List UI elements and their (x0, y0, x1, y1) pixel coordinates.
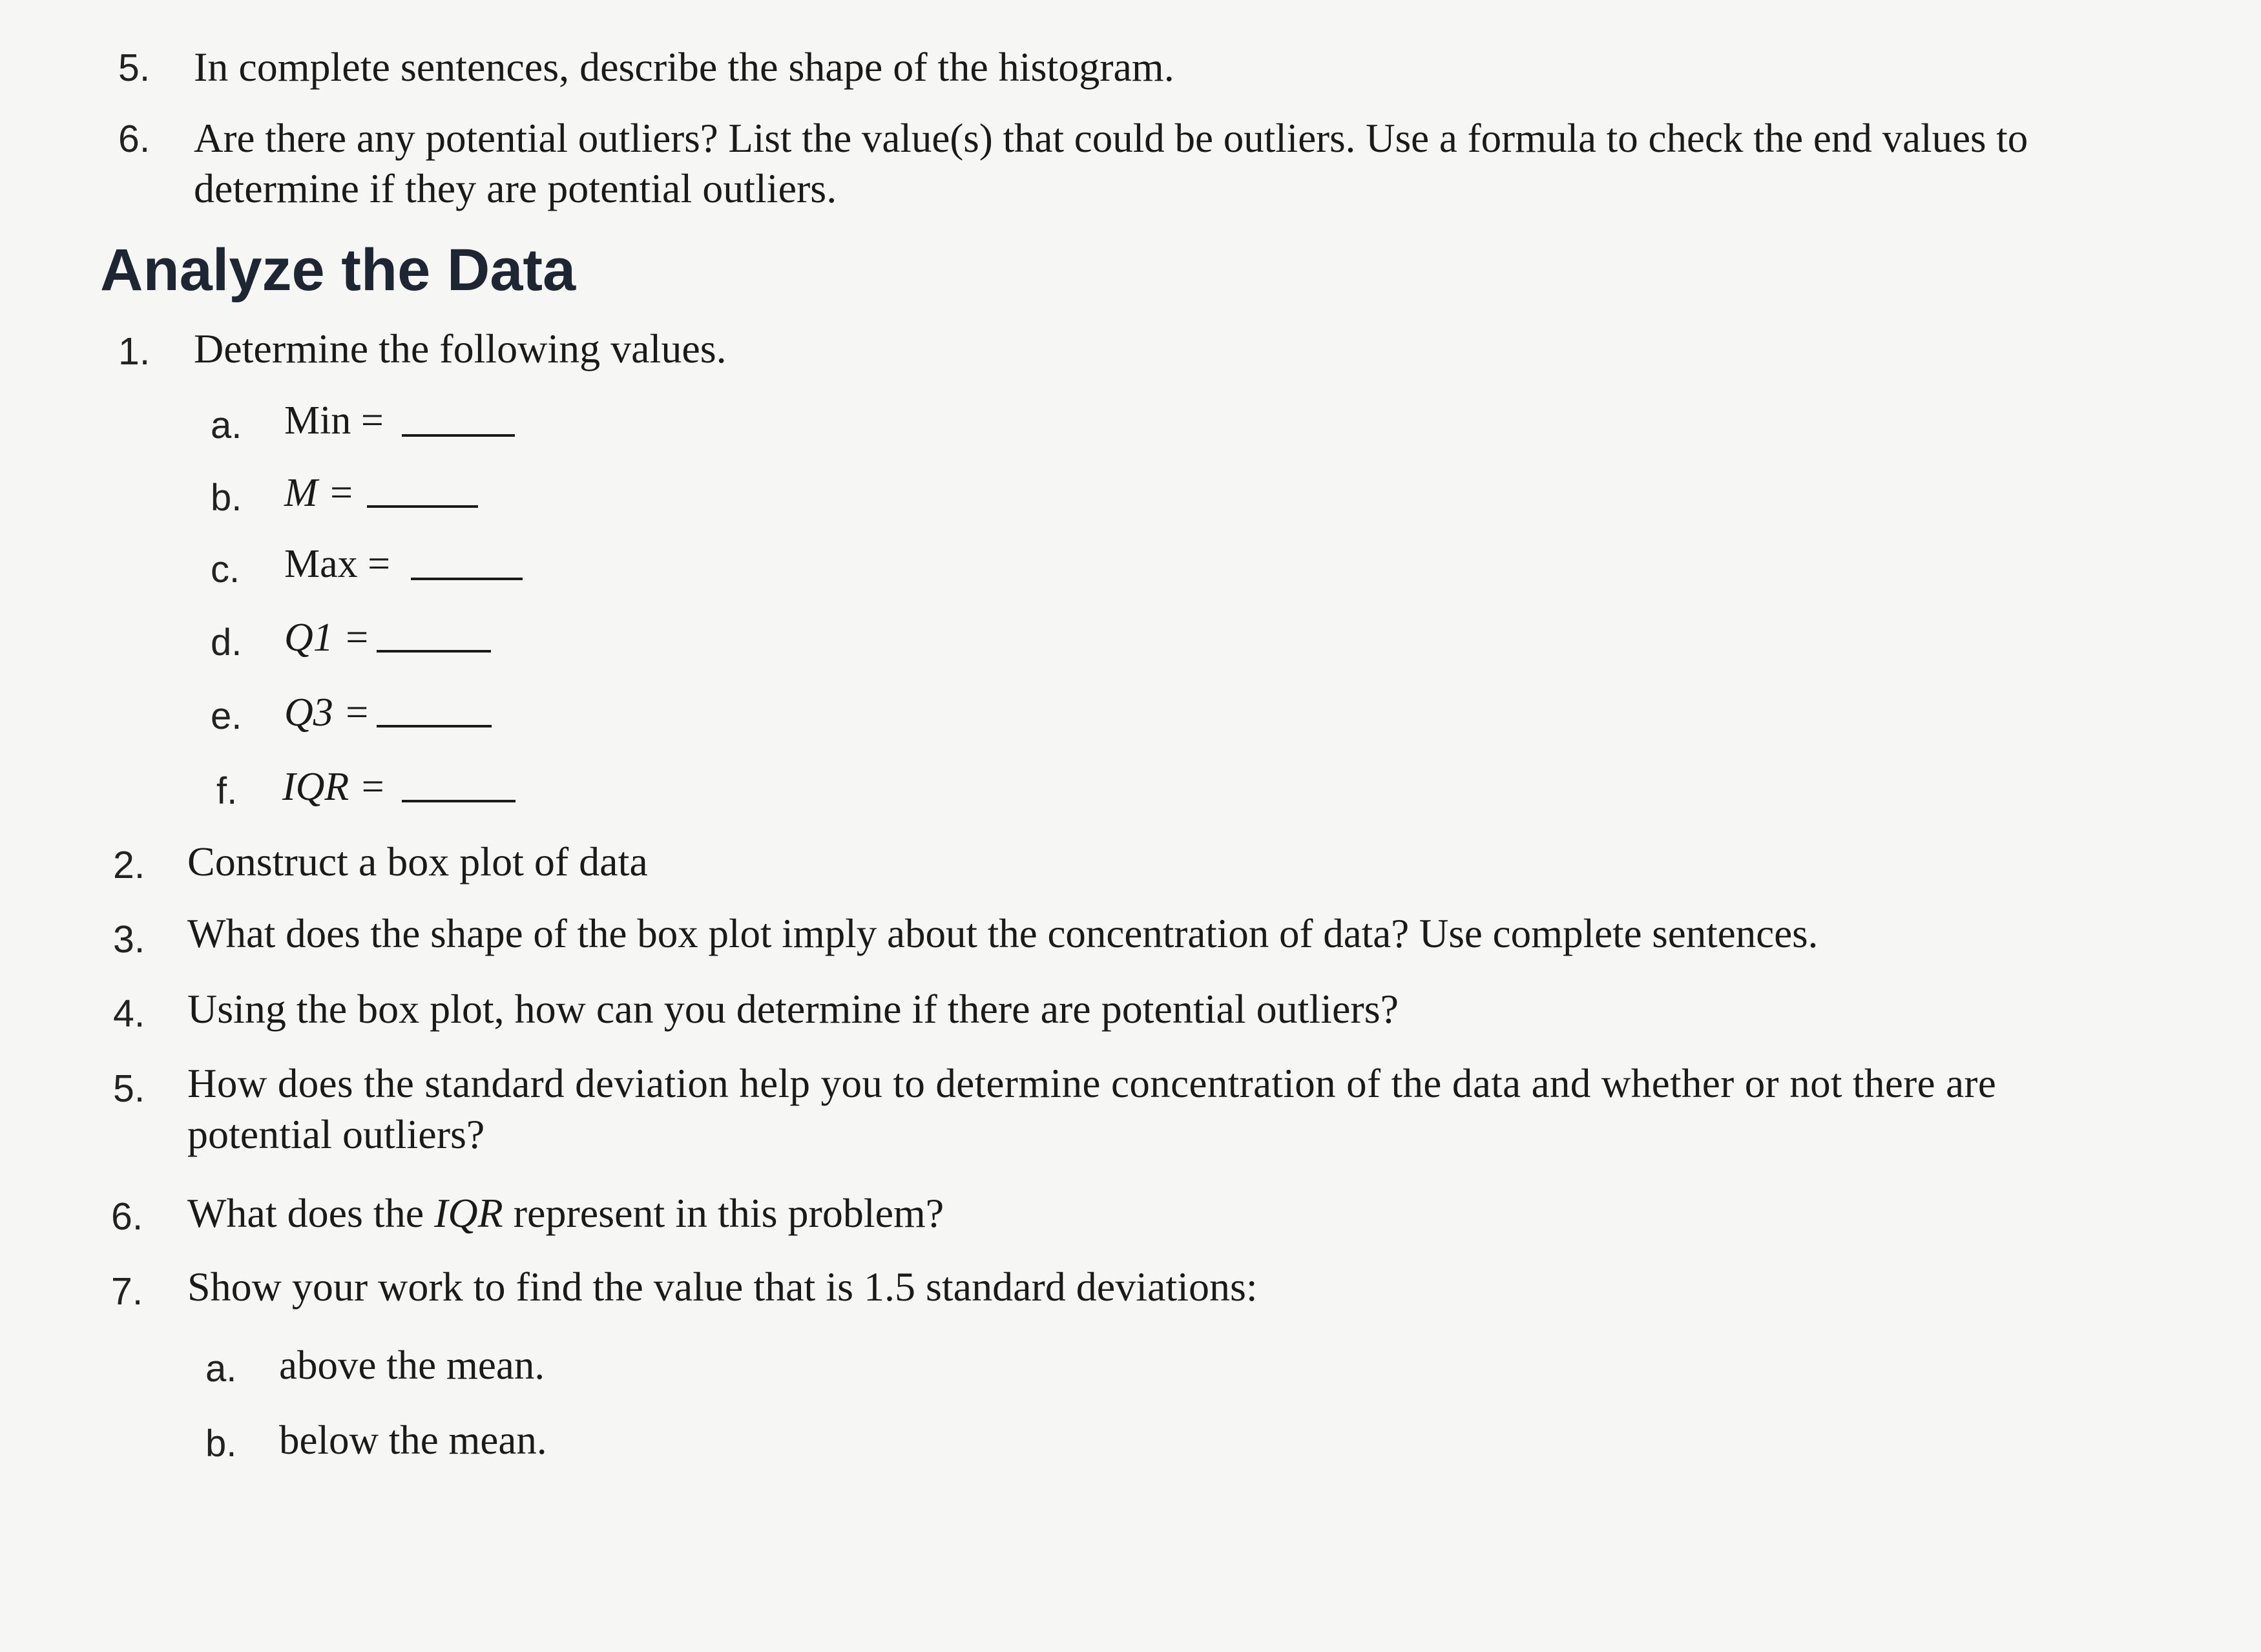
item-b-label: M = (284, 471, 355, 515)
item-f-letter: f. (216, 770, 238, 812)
question-6-text-line2: determine if they are potential outliers. (194, 165, 837, 211)
item-a-letter: a. (211, 404, 242, 446)
item-e-label: Q3 = (284, 691, 371, 735)
item-c-label: Max = (284, 542, 391, 586)
analyze-q2-text: Construct a box plot of data (187, 839, 648, 884)
question-6-text-line1: Are there any potential outliers? List the value(s) that could be outliers. Use a formula to check the end values to (194, 116, 2028, 161)
q7-item-b-text: below the mean. (279, 1417, 547, 1463)
analyze-q5-text-line1: How does the standard deviation help you to determine concentration of the data and whether or not there are (187, 1061, 1997, 1106)
analyze-q5-number: 5. (113, 1067, 145, 1110)
q7-item-a-text: above the mean. (279, 1343, 545, 1388)
item-b-letter: b. (211, 477, 242, 519)
analyze-q1-number: 1. (118, 330, 151, 373)
item-d-letter: d. (211, 622, 242, 664)
analyze-q7-text: Show your work to find the value that is 1.5 standard deviations: (187, 1264, 1258, 1310)
question-5-text: In complete sentences, describe the shape of the histogram. (194, 44, 1174, 90)
analyze-q1-text: Determine the following values. (194, 326, 727, 371)
q7-item-a-letter: a. (205, 1348, 237, 1390)
question-5-number: 5. (118, 47, 151, 89)
item-f-label: IQR = (282, 765, 386, 809)
item-e-answer-blank[interactable] (377, 725, 492, 727)
analyze-q3-text: What does the shape of the box plot imply about the concentration of data? Use complete sentences. (187, 911, 1818, 956)
item-a-answer-blank[interactable] (402, 434, 515, 437)
analyze-q6-number: 6. (111, 1195, 143, 1238)
iqr-italic: IQR (434, 1190, 503, 1236)
section-heading: Analyze the Data (100, 237, 576, 303)
item-c-letter: c. (211, 549, 240, 591)
item-d-answer-blank[interactable] (377, 650, 491, 653)
item-a-label: Min = (284, 399, 384, 443)
analyze-q5-text-line2: potential outliers? (187, 1111, 485, 1157)
item-e-letter: e. (211, 695, 242, 737)
question-6-number: 6. (118, 118, 151, 160)
analyze-q4-text: Using the box plot, how can you determine if there are potential outliers? (187, 986, 1399, 1032)
analyze-q2-number: 2. (113, 844, 145, 886)
analyze-q6-text: What does the IQR represent in this problem? (187, 1190, 944, 1236)
analyze-q4-number: 4. (113, 992, 145, 1035)
item-f-answer-blank[interactable] (402, 800, 516, 802)
item-d-label: Q1 = (284, 616, 371, 660)
item-b-answer-blank[interactable] (367, 505, 478, 508)
analyze-q7-number: 7. (111, 1270, 143, 1313)
analyze-q3-number: 3. (113, 918, 145, 961)
item-c-answer-blank[interactable] (411, 578, 523, 580)
q7-item-b-letter: b. (205, 1423, 237, 1465)
